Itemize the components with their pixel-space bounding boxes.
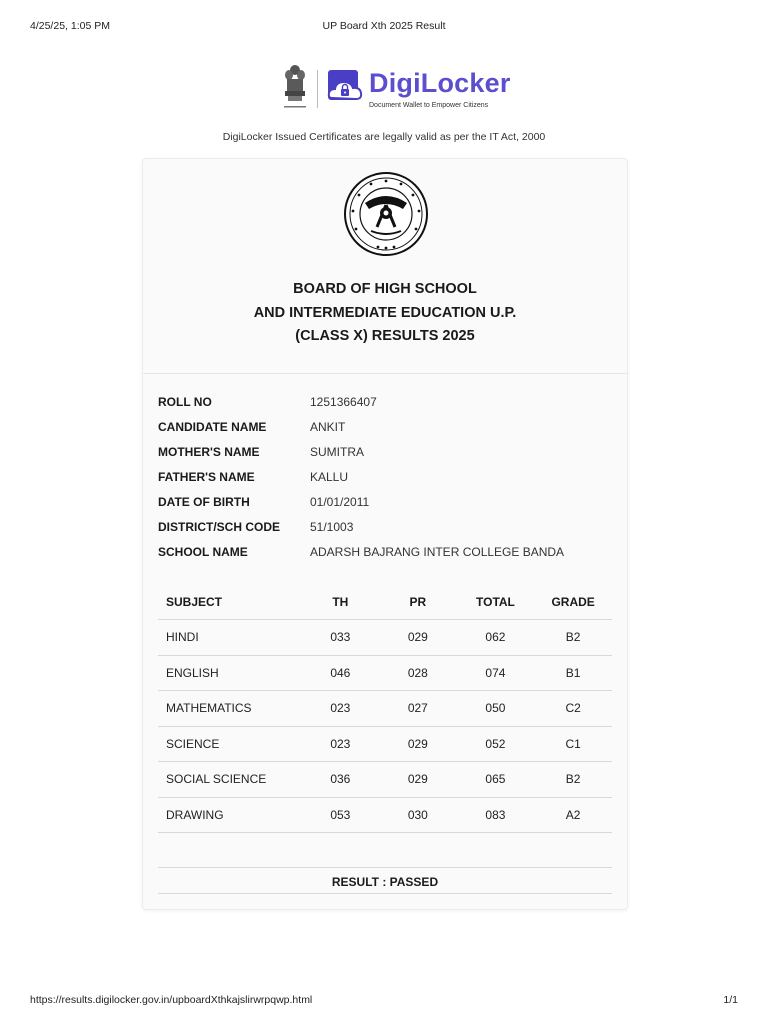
cell-th: 046 [302, 655, 380, 691]
cell-total: 065 [457, 762, 535, 798]
header-grade: GRADE [534, 584, 612, 620]
cell-th: 033 [302, 620, 380, 656]
info-label: ROLL NO [158, 395, 212, 409]
board-title-line-3: (CLASS X) RESULTS 2025 [295, 328, 475, 344]
cell-grade: B1 [534, 655, 612, 691]
cell-total: 074 [457, 655, 535, 691]
cell-total: 052 [457, 726, 535, 762]
header-total: TOTAL [457, 584, 535, 620]
result-card [142, 158, 628, 910]
cell-subject: MATHEMATICS [158, 691, 302, 727]
cell-th: 053 [302, 797, 380, 833]
digilocker-logo [280, 62, 540, 114]
cell-subject: DRAWING [158, 797, 302, 833]
table-row [158, 797, 612, 833]
info-label: MOTHER'S NAME [158, 445, 260, 459]
cell-grade: B2 [534, 620, 612, 656]
cell-subject: ENGLISH [158, 655, 302, 691]
marks-table [158, 584, 612, 833]
cell-pr: 029 [379, 726, 457, 762]
cell-subject: SCIENCE [158, 726, 302, 762]
info-value: ADARSH BAJRANG INTER COLLEGE BANDA [310, 545, 565, 559]
result-divider-bottom [158, 893, 612, 894]
national-emblem-icon [280, 62, 310, 114]
info-value: KALLU [310, 470, 349, 484]
table-row [158, 620, 612, 656]
board-title-line-1: BOARD OF HIGH SCHOOL [293, 281, 477, 297]
header-pr: PR [379, 584, 457, 620]
print-header [30, 20, 738, 34]
cell-pr: 029 [379, 620, 457, 656]
up-board-seal-icon [343, 171, 429, 257]
result-status: RESULT : PASSED [331, 875, 439, 889]
info-value: 01/01/2011 [310, 495, 370, 509]
cell-total: 062 [457, 620, 535, 656]
marks-header-row [158, 584, 612, 620]
table-row [158, 726, 612, 762]
result-divider-top [158, 867, 612, 868]
cell-th: 023 [302, 691, 380, 727]
print-url: https://results.digilocker.gov.in/upboardXthkajslirwrpqwp.html [30, 994, 313, 1006]
cell-grade: A2 [534, 797, 612, 833]
cell-pr: 028 [379, 655, 457, 691]
table-row [158, 655, 612, 691]
board-title-line-2: AND INTERMEDIATE EDUCATION U.P. [253, 304, 517, 321]
info-value: SUMITRA [310, 445, 364, 459]
board-title [143, 278, 627, 349]
cell-pr: 027 [379, 691, 457, 727]
cell-grade: B2 [534, 762, 612, 798]
print-footer [30, 994, 738, 1008]
cell-subject: HINDI [158, 620, 302, 656]
info-value: 51/1003 [310, 520, 354, 534]
digilocker-cloud-icon [326, 68, 370, 110]
print-page-title: UP Board Xth 2025 Result [322, 20, 446, 32]
cell-pr: 029 [379, 762, 457, 798]
digilocker-tagline: Document Wallet to Empower Citizens [369, 102, 489, 109]
info-value: 1251366407 [310, 395, 377, 409]
cell-total: 083 [457, 797, 535, 833]
print-datetime: 4/25/25, 1:05 PM [30, 20, 110, 32]
print-page-number: 1/1 [723, 994, 738, 1006]
info-label: CANDIDATE NAME [158, 420, 267, 434]
header-th: TH [302, 584, 380, 620]
info-value: ANKIT [310, 420, 346, 434]
header-subject: SUBJECT [158, 584, 302, 620]
info-label: DISTRICT/SCH CODE [158, 520, 281, 534]
cell-subject: SOCIAL SCIENCE [158, 762, 302, 798]
cell-pr: 030 [379, 797, 457, 833]
info-label: FATHER'S NAME [158, 470, 255, 484]
legal-validity-note: DigiLocker Issued Certificates are legally valid as per the IT Act, 2000 [222, 131, 546, 143]
table-row [158, 762, 612, 798]
card-divider [143, 373, 627, 374]
info-label: SCHOOL NAME [158, 545, 248, 559]
logo-divider [317, 70, 318, 108]
table-row [158, 691, 612, 727]
digilocker-brand: DigiLocker [369, 68, 511, 98]
cell-th: 036 [302, 762, 380, 798]
cell-total: 050 [457, 691, 535, 727]
cell-grade: C2 [534, 691, 612, 727]
cell-grade: C1 [534, 726, 612, 762]
cell-th: 023 [302, 726, 380, 762]
info-label: DATE OF BIRTH [158, 495, 250, 509]
